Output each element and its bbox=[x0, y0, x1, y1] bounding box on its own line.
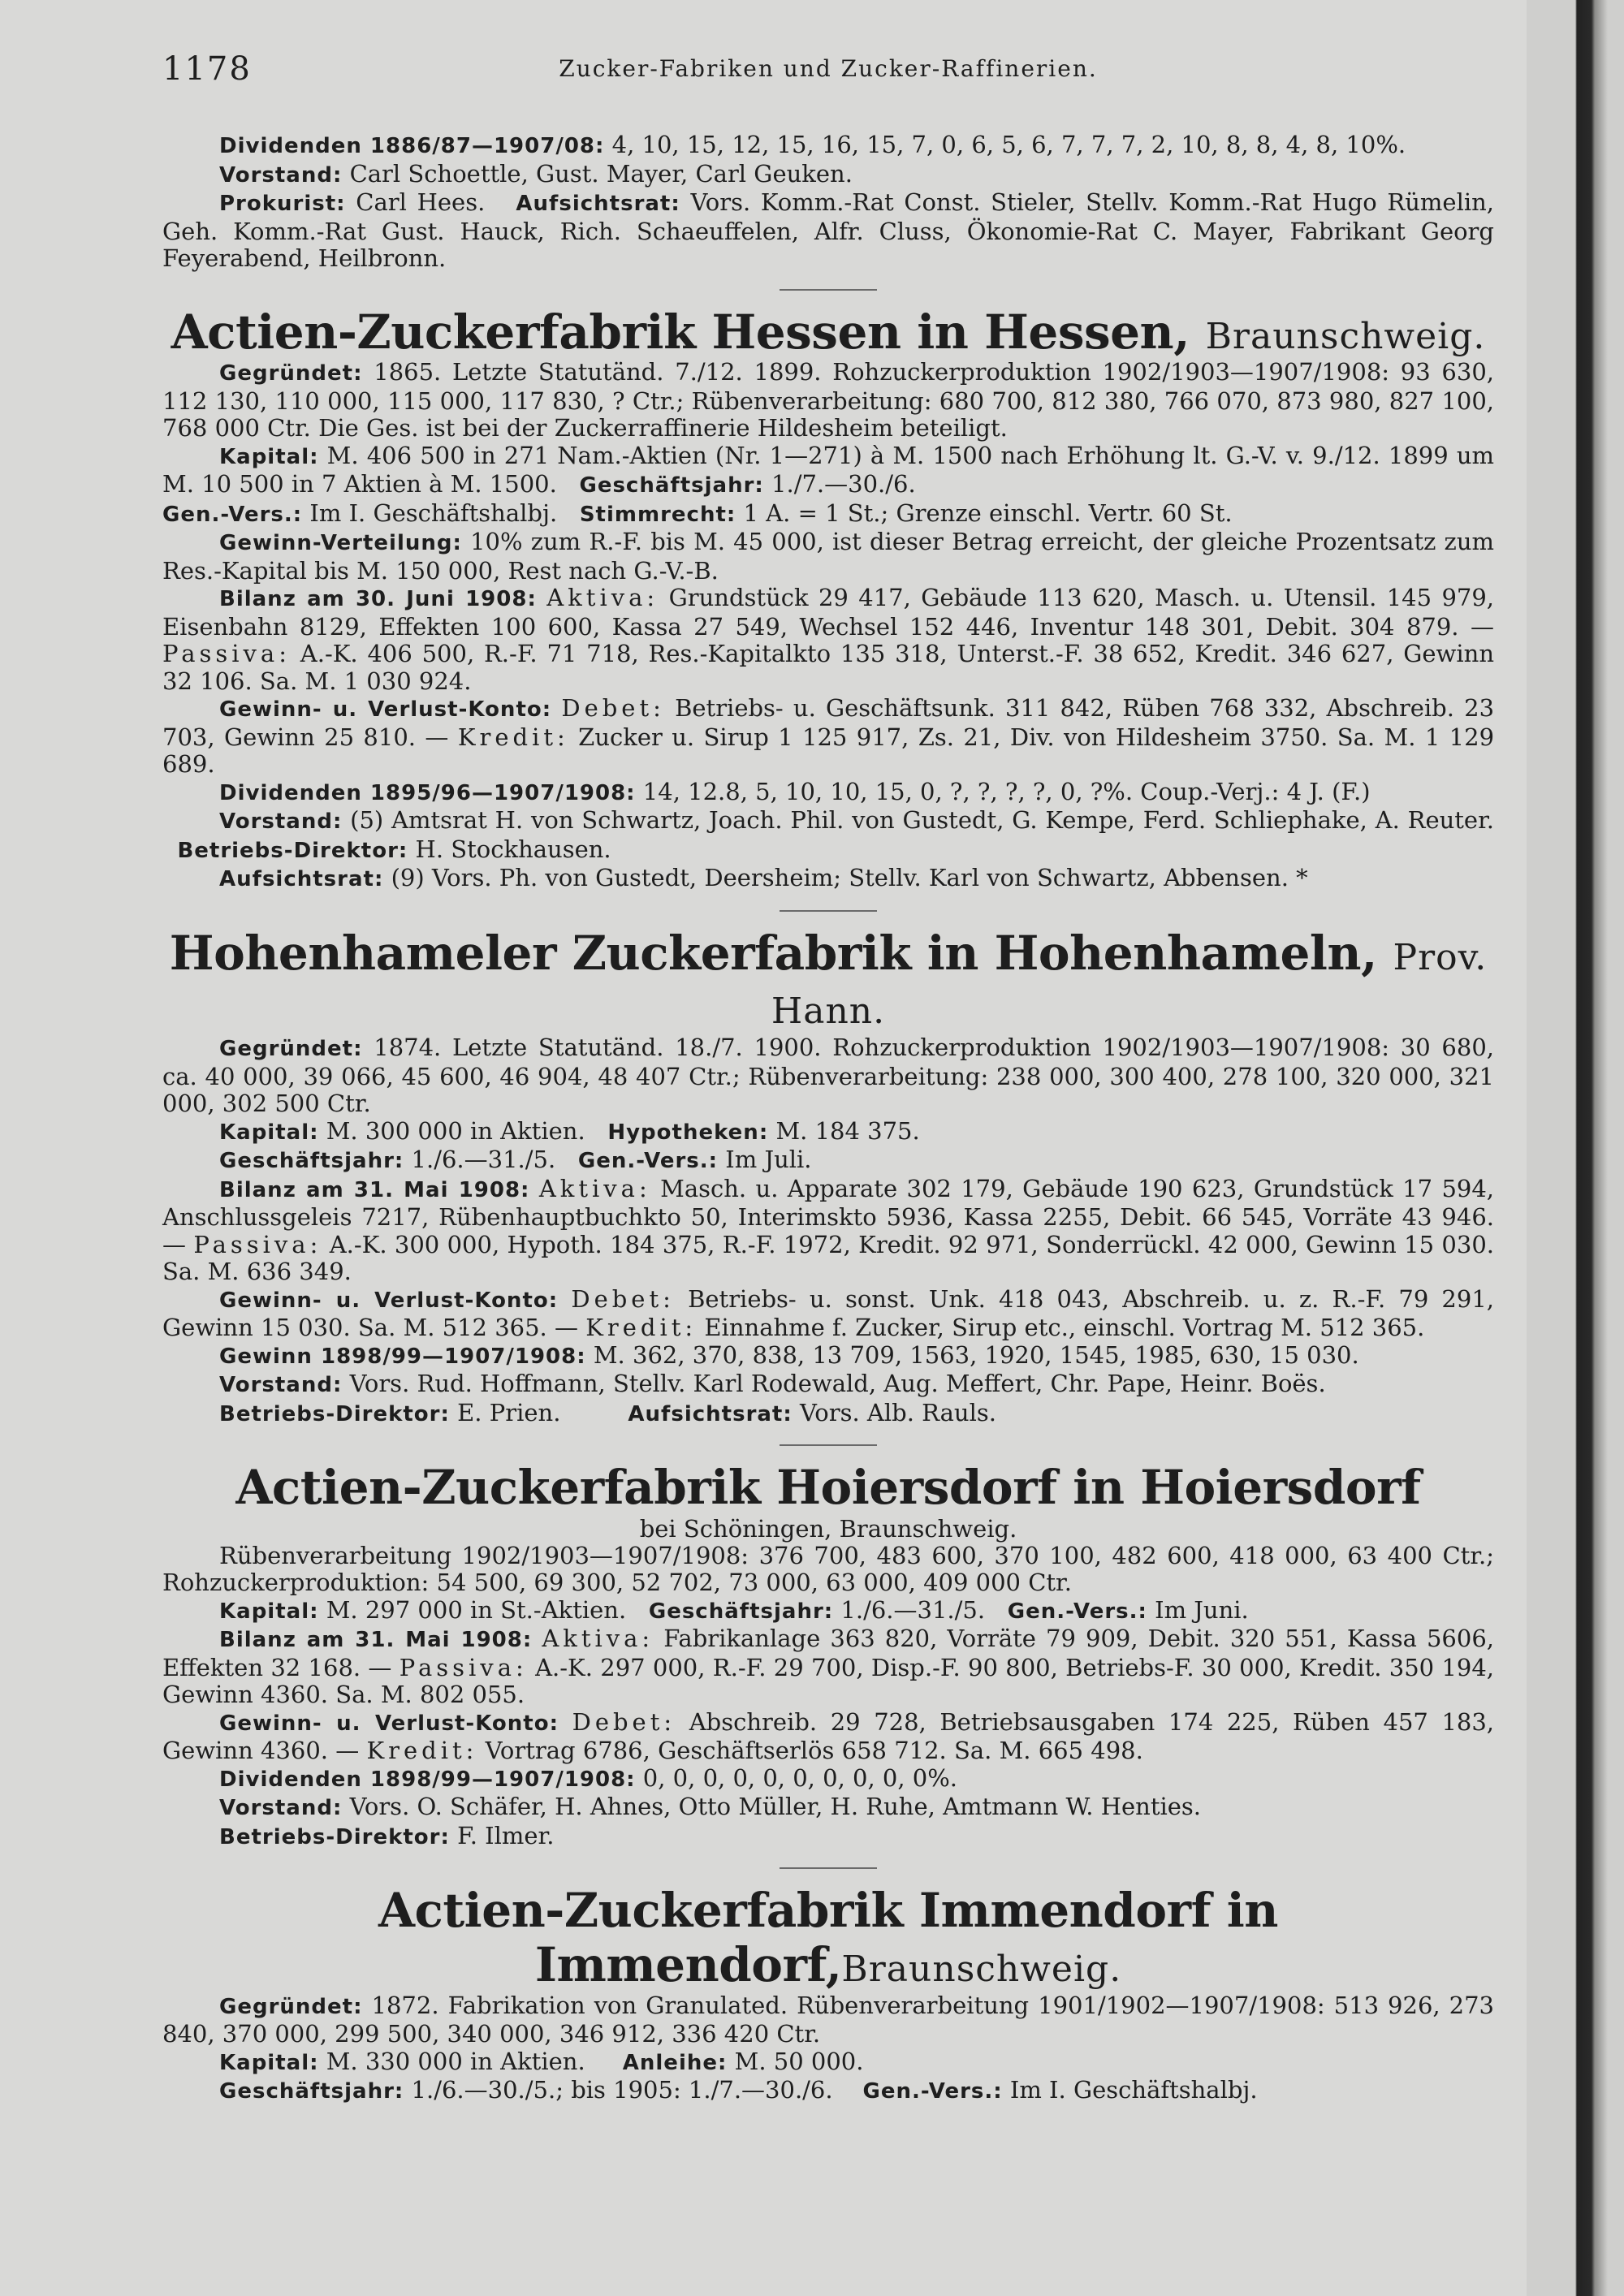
capital-line: Kapital: M. 297 000 in St.-Aktien. Geschäftsjahr: 1./6.—31./5. Gen.-Vers.: Im Juni. bbox=[219, 1595, 1249, 1624]
profit-loss-line: Gewinn- u. Verlust-Konto: Debet: Abschreib. 29 728, Betriebsausgaben 174 225, Rüben 457 183, Gewinn 4360. — Kredit: Vortrag 6786, Geschäftserlös 658 712. Sa. M. 665 498. bbox=[162, 1707, 1495, 1765]
page-header bbox=[162, 50, 1494, 99]
separator-rule bbox=[780, 1444, 877, 1446]
entry-immendorf bbox=[162, 1884, 1494, 2105]
director-line: Betriebs-Direktor: F. Ilmer. bbox=[219, 1821, 555, 1849]
balance-line: Bilanz am 30. Juni 1908: Aktiva: Grundstück 29 417, Gebäude 113 620, Masch. u. Utensil. 145 979, Eisenbahn 8129, Effekten 100 600, Kassa 27 549, Wechsel 152 446, Inventur 148 301, Debit. 304 879. — Passiva: A.-K. 406 500, R.-F. 71 718, Res.-Kapitalkto 135 318, Unterst.-F. 38 652, Kredit. 346 627, Gewinn 32 106. Sa. M. 1 030 924. bbox=[162, 584, 1495, 695]
capital-line: Kapital: M. 330 000 in Aktien. Anleihe: M. 50 000. bbox=[219, 2047, 864, 2075]
board-line: Vorstand: Carl Schoettle, Gust. Mayer, Carl Geuken. bbox=[219, 159, 853, 188]
meeting-line: Gen.-Vers.: Im I. Geschäftshalbj. Stimmrecht: 1 A. = 1 St.; Grenze einschl. Vertr. 60 St. bbox=[162, 498, 1233, 527]
company-subtitle: bei Schöningen, Braunschweig. bbox=[639, 1514, 1017, 1543]
page-number: 1178 bbox=[162, 50, 252, 88]
founded-line: Gegründet: 1865. Letzte Statutänd. 7./12. 1899. Rohzuckerproduktion 1902/1903—1907/1908: 93 630, 112 130, 110 000, 115 000, 117 830, ? Ctr.; Rübenverarbeitung: 680 700, 812 380, 766 070, 873 980, 827 100, 768 000 Ctr. Die Ges. ist bei der Zuckerraffinerie Hildesheim beteiligt. bbox=[162, 358, 1495, 442]
entry-hohenhameln bbox=[162, 926, 1494, 1428]
capital-line: Kapital: M. 406 500 in 271 Nam.-Aktien (Nr. 1—271) à M. 1500 nach Erhöhung lt. G.-V. v. 9./12. 1899 um M. 10 500 in 7 Aktien à M. 1500. Geschäftsjahr: 1./7.—30./6. bbox=[162, 441, 1494, 498]
board-line: Vorstand: Vors. O. Schäfer, H. Ahnes, Otto Müller, H. Ruhe, Amtmann W. Henties. bbox=[219, 1793, 1202, 1821]
content-column bbox=[162, 132, 1494, 2106]
profit-distribution-line: Gewinn-Verteilung: 10% zum R.-F. bis M. 45 000, ist dieser Betrag erreicht, der gleiche Prozentsatz zum Res.-Kapital bis M. 150 000, Rest nach G.-V.-B. bbox=[162, 528, 1495, 585]
balance-line: Bilanz am 31. Mai 1908: Aktiva: Masch. u. Apparate 302 179, Gebäude 190 623, Grundstück 17 594, Anschlussgeleis 7217, Rübenhauptbuchkto 50, Interimskto 5936, Kassa 2255, Debit. 66 545, Vorräte 43 946. — Passiva: A.-K. 300 000, Hypoth. 184 375, R.-F. 1972, Kredit. 92 971, Sonderrückl. 42 000, Gewinn 15 030. Sa. M. 636 349. bbox=[162, 1174, 1495, 1286]
page-edge bbox=[1527, 0, 1624, 2296]
separator-rule bbox=[780, 1867, 877, 1869]
capital-line: Kapital: M. 300 000 in Aktien. Hypotheken: M. 184 375. bbox=[219, 1116, 920, 1145]
company-title: Hohenhameler Zuckerfabrik in Hohenhameln, Prov. Hann. bbox=[169, 925, 1488, 1033]
balance-line: Bilanz am 31. Mai 1908: Aktiva: Fabrikanlage 363 820, Vorräte 79 909, Debit. 320 551, Kassa 5606, Effekten 32 168. — Passiva: A.-K. 297 000, R.-F. 29 700, Disp.-F. 90 800, Betriebs-F. 30 000, Kredit. 350 194, Gewinn 4360. Sa. M. 802 055. bbox=[162, 1625, 1495, 1709]
supervisory-line: Aufsichtsrat: (9) Vors. Ph. von Gustedt, Deersheim; Stellv. Karl von Schwartz, Abbensen. * bbox=[219, 864, 1308, 892]
board-line: Vorstand: Vors. Rud. Hoffmann, Stellv. Karl Rodewald, Aug. Meffert, Chr. Pape, Heinr. Boës. bbox=[219, 1370, 1326, 1398]
director-line: Betriebs-Direktor: E. Prien. Aufsichtsrat: Vors. Alb. Rauls. bbox=[219, 1398, 996, 1426]
separator-rule bbox=[780, 289, 877, 291]
profit-loss-line: Gewinn- u. Verlust-Konto: Debet: Betriebs- u. Geschäftsunk. 311 842, Rüben 768 332, Abschreib. 23 703, Gewinn 25 810. — Kredit: Zucker u. Sirup 1 125 917, Zs. 21, Div. von Hildesheim 3750. Sa. M. 1 129 689. bbox=[162, 694, 1495, 779]
fiscal-line: Geschäftsjahr: 1./6.—31./5. Gen.-Vers.: Im Juli. bbox=[219, 1146, 812, 1174]
fiscal-line: Geschäftsjahr: 1./6.—30./5.; bis 1905: 1./7.—30./6. Gen.-Vers.: Im I. Geschäftshalbj. bbox=[219, 2076, 1258, 2104]
profit-history-line: Gewinn 1898/99—1907/1908: M. 362, 370, 838, 13 709, 1563, 1920, 1545, 1985, 630, 15 030. bbox=[219, 1340, 1359, 1369]
production-line: Rübenverarbeitung 1902/1903—1907/1908: 376 700, 483 600, 370 100, 482 600, 418 000, 63 400 Ctr.; Rohzuckerproduktion: 54 500, 69 300, 52 702, 73 000, 63 000, 409 000 Ctr. bbox=[162, 1541, 1494, 1597]
company-title: Actien-Zuckerfabrik Hoiersdorf in Hoiersdorf bbox=[235, 1460, 1421, 1516]
entry-continuation bbox=[162, 132, 1494, 273]
founded-line: Gegründet: 1874. Letzte Statutänd. 18./7. 1900. Rohzuckerproduktion 1902/1903—1907/1908: 30 680, ca. 40 000, 39 066, 45 600, 46 904, 48 407 Ctr.; Rübenverarbeitung: 238 000, 300 400, 278 100, 320 000, 321 000, 302 500 Ctr. bbox=[162, 1034, 1495, 1118]
company-title: Actien-Zuckerfabrik Immendorf in Immendorf,Braunschweig. bbox=[378, 1883, 1278, 1992]
entry-hessen bbox=[162, 305, 1494, 894]
running-title: Zucker-Fabriken und Zucker-Raffinerien. bbox=[559, 55, 1098, 82]
supervisory-line: Prokurist: Carl Hees. Aufsichtsrat: Vors. Komm.-Rat Const. Stieler, Stellv. Komm.-Rat Hugo Rümelin, Geh. Komm.-Rat Gust. Hauck, Rich. Schaeuffelen, Alfr. Cluss, Ökonomie-Rat C. Mayer, Fabrikant Georg Feyerabend, Heilbronn. bbox=[162, 188, 1495, 272]
dividends-line: Dividenden 1895/96—1907/1908: 14, 12.8, 5, 10, 10, 15, 0, ?, ?, ?, ?, 0, ?%. Coup.-Verj.: 4 J. (F.) bbox=[219, 777, 1371, 805]
company-title: Actien-Zuckerfabrik Hessen in Hessen, Braunschweig. bbox=[171, 304, 1486, 360]
founded-line: Gegründet: 1872. Fabrikation von Granulated. Rübenverarbeitung 1901/1902—1907/1908: 513 926, 273 840, 370 000, 299 500, 340 000, 346 912, 336 420 Ctr. bbox=[162, 1991, 1495, 2048]
dividends-line: Dividenden 1886/87—1907/08: 4, 10, 15, 12, 15, 16, 15, 7, 0, 6, 5, 6, 7, 7, 7, 2, 10, 8, 8, 4, 8, 10%. bbox=[219, 131, 1406, 158]
board-line: Vorstand: (5) Amtsrat H. von Schwartz, Joach. Phil. von Gustedt, G. Kempe, Ferd. Schliephake, A. Reuter. Betriebs-Direktor: H. Stockhausen. bbox=[177, 806, 1494, 863]
dividends-line: Dividenden 1898/99—1907/1908: 0, 0, 0, 0, 0, 0, 0, 0, 0, 0%. bbox=[219, 1763, 958, 1792]
separator-rule bbox=[780, 910, 877, 912]
profit-loss-line: Gewinn- u. Verlust-Konto: Debet: Betriebs- u. sonst. Unk. 418 043, Abschreib. u. z. R.-F. 79 291, Gewinn 15 030. Sa. M. 512 365. — Kredit: Einnahme f. Zucker, Sirup etc., einschl. Vortrag M. 512 365. bbox=[162, 1284, 1495, 1342]
entry-hoiersdorf bbox=[162, 1461, 1494, 1851]
